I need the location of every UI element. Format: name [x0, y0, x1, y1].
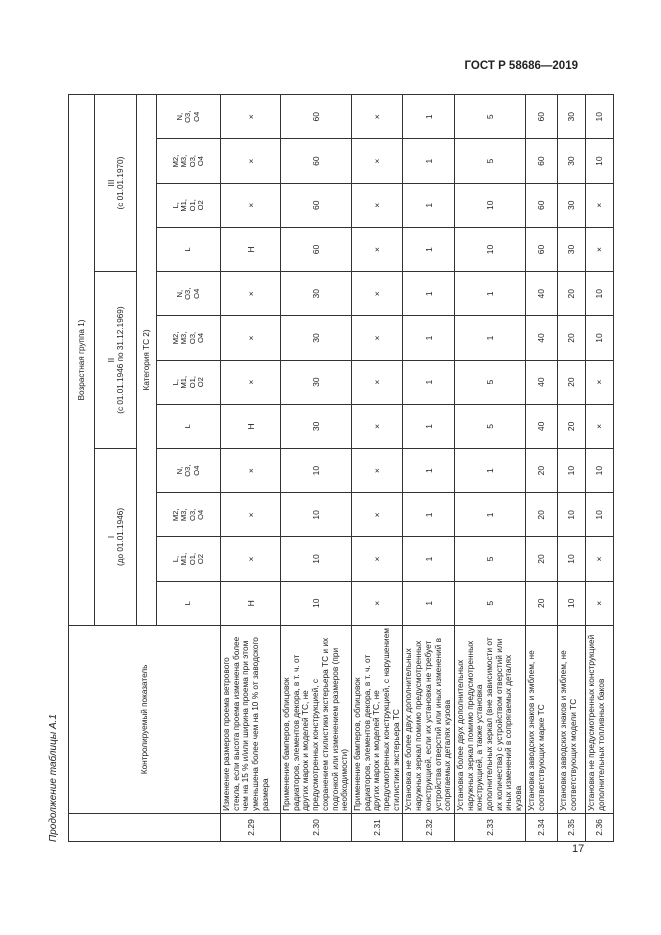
- value-cell: ×: [351, 493, 403, 537]
- value-cell: ×: [351, 139, 403, 183]
- group-period: (до 01.01.1946): [115, 507, 125, 566]
- group-name: II: [106, 357, 116, 363]
- value-cell: ×: [221, 183, 281, 227]
- category-line: O4: [195, 332, 205, 344]
- value-cell: 20: [525, 581, 557, 625]
- value-cell: 1: [403, 139, 455, 183]
- value-cell: 10: [585, 449, 613, 493]
- category-line: O3,: [183, 287, 193, 300]
- header-vehicle-category: Категория ТС 2): [137, 95, 157, 626]
- value-cell: 40: [525, 272, 557, 316]
- header-group-1: [95, 449, 137, 626]
- value-cell: 10: [454, 227, 525, 271]
- category-line: O3,: [187, 331, 197, 345]
- value-cell: ×: [585, 227, 613, 271]
- value-cell: 30: [557, 139, 585, 183]
- value-cell: 1: [454, 316, 525, 360]
- value-cell: 10: [557, 537, 585, 581]
- table-row: [525, 95, 557, 842]
- value-cell: 10: [281, 581, 352, 625]
- value-cell: 60: [525, 139, 557, 183]
- category-line: M1,: [179, 552, 189, 566]
- value-cell: 20: [557, 360, 585, 404]
- row-number: 2.34: [525, 813, 557, 841]
- category-line: O2: [195, 377, 205, 388]
- header-group-2: [95, 272, 137, 449]
- value-cell: 10: [557, 581, 585, 625]
- value-cell: 30: [557, 183, 585, 227]
- category-line: L: [183, 424, 193, 429]
- row-description: Установка не более двух дополнительных наружных зеркал помимо предусмотренных конструкцией, если их установка не требует устройства отверстий или иных изменений в сопрягаемых деталях кузова: [403, 625, 455, 813]
- category-line: M2,: [171, 508, 181, 522]
- value-cell: 60: [281, 95, 352, 139]
- value-cell: ×: [351, 183, 403, 227]
- row-description: Установка более двух дополнительных наружных зеркал помимо предусмотренных конструкцией, а также установка дополнительных зеркал (вне зависимости от их количества) с устройством отверстий или иных изменений в сопрягаемых деталях кузова: [454, 625, 525, 813]
- value-cell: 5: [454, 404, 525, 448]
- category-line: O1,: [187, 199, 197, 212]
- value-cell: ×: [351, 272, 403, 316]
- value-cell: 10: [585, 139, 613, 183]
- value-cell: Н: [221, 404, 281, 448]
- category-cell: [157, 139, 221, 183]
- category-line: O4: [191, 111, 201, 122]
- value-cell: 20: [525, 537, 557, 581]
- value-cell: ×: [221, 272, 281, 316]
- table-row: [557, 95, 585, 842]
- value-cell: 1: [403, 95, 455, 139]
- row-description: Применение бамперов, облицовок радиаторов, элементов декора, в т. ч. от других марок и моделей ТС, не предусмотренных конструкцией, с нарушением стилистики экстерьера ТС: [351, 625, 403, 813]
- category-cell: [157, 449, 221, 493]
- category-line: M3,: [179, 154, 189, 168]
- value-cell: 60: [525, 227, 557, 271]
- category-line: L,: [171, 555, 181, 563]
- value-cell: ×: [351, 537, 403, 581]
- document-code: ГОСТ Р 58686—2019: [464, 60, 578, 72]
- category-line: L,: [171, 379, 181, 386]
- value-cell: 1: [403, 360, 455, 404]
- value-cell: 30: [281, 360, 352, 404]
- group-name: I: [106, 535, 116, 539]
- value-cell: ×: [351, 581, 403, 625]
- value-cell: 1: [403, 449, 455, 493]
- row-number: 2.32: [403, 813, 455, 841]
- header-group-3: [95, 95, 137, 272]
- value-cell: 5: [454, 360, 525, 404]
- value-cell: 60: [281, 139, 352, 183]
- value-cell: ×: [351, 360, 403, 404]
- value-cell: 1: [403, 581, 455, 625]
- value-cell: 10: [557, 449, 585, 493]
- row-description: Установка не предусмотренных конструкцией дополнительных топливных баков: [585, 625, 613, 813]
- value-cell: ×: [221, 449, 281, 493]
- value-cell: 10: [557, 493, 585, 537]
- header-number-cell: [69, 813, 221, 841]
- value-cell: ×: [351, 316, 403, 360]
- value-cell: 1: [403, 316, 455, 360]
- value-cell: 20: [557, 316, 585, 360]
- data-table: [68, 94, 614, 842]
- value-cell: ×: [585, 360, 613, 404]
- category-cell: [157, 581, 221, 625]
- value-cell: 30: [557, 95, 585, 139]
- group-period: (с 01.01.1946 по 31.12.1969): [115, 306, 125, 414]
- value-cell: 20: [525, 449, 557, 493]
- category-line: O3,: [187, 154, 197, 168]
- value-cell: 10: [281, 449, 352, 493]
- row-number: 2.29: [221, 813, 281, 841]
- category-line: O4: [195, 509, 205, 520]
- category-cell: [157, 183, 221, 227]
- row-number: 2.36: [585, 813, 613, 841]
- value-cell: 40: [525, 360, 557, 404]
- category-line: N,: [175, 289, 185, 298]
- category-line: O4: [191, 465, 201, 476]
- table-caption: Продолжение таблицы А.1: [48, 714, 59, 842]
- value-cell: 1: [454, 493, 525, 537]
- row-description: Установка заводских знаков и эмблем, не соответствующих марке ТС: [525, 625, 557, 813]
- category-line: M3,: [179, 508, 189, 522]
- value-cell: 60: [525, 183, 557, 227]
- value-cell: ×: [585, 183, 613, 227]
- category-line: O3,: [183, 110, 193, 123]
- table-row: [585, 95, 613, 842]
- value-cell: ×: [351, 404, 403, 448]
- category-line: O3,: [187, 508, 197, 521]
- category-line: O3,: [183, 464, 193, 477]
- group-period: (с 01.01.1970): [115, 156, 125, 210]
- value-cell: ×: [585, 537, 613, 581]
- value-cell: 30: [281, 272, 352, 316]
- category-line: L: [183, 247, 193, 252]
- value-cell: 40: [525, 404, 557, 448]
- rotated-table-block: [48, 94, 606, 842]
- category-line: M1,: [179, 375, 189, 389]
- value-cell: 30: [281, 404, 352, 448]
- value-cell: ×: [585, 404, 613, 448]
- value-cell: 1: [403, 537, 455, 581]
- value-cell: Н: [221, 227, 281, 271]
- value-cell: 1: [403, 183, 455, 227]
- value-cell: 1: [403, 227, 455, 271]
- row-description: Применение бамперов, облицовок радиаторов, элементов декора, в т. ч. от других марок и моделей ТС, не предусмотренных конструкцией, с сохранением стилистики экстерьера ТС и их подгонкой или изменением размеров (при необходимости): [281, 625, 352, 813]
- value-cell: 10: [585, 272, 613, 316]
- value-cell: 5: [454, 95, 525, 139]
- value-cell: 10: [585, 316, 613, 360]
- value-cell: 20: [557, 404, 585, 448]
- value-cell: 60: [525, 95, 557, 139]
- category-cell: [157, 272, 221, 316]
- value-cell: 5: [454, 581, 525, 625]
- category-cell: [157, 360, 221, 404]
- value-cell: ×: [585, 581, 613, 625]
- value-cell: 60: [281, 183, 352, 227]
- value-cell: 10: [585, 493, 613, 537]
- value-cell: ×: [221, 139, 281, 183]
- row-number: 2.35: [557, 813, 585, 841]
- category-line: N,: [175, 466, 185, 475]
- category-line: O1,: [187, 376, 197, 389]
- category-line: N,: [175, 112, 185, 121]
- table-row: [403, 95, 455, 842]
- value-cell: Н: [221, 581, 281, 625]
- value-cell: ×: [221, 316, 281, 360]
- value-cell: ×: [221, 493, 281, 537]
- category-cell: [157, 537, 221, 581]
- category-line: O2: [195, 553, 205, 565]
- category-line: O1,: [187, 552, 197, 566]
- header-indicator: Контролируемый показатель: [69, 625, 221, 813]
- table-row: [221, 95, 281, 842]
- value-cell: ×: [351, 95, 403, 139]
- value-cell: 10: [281, 493, 352, 537]
- category-line: L: [183, 601, 193, 606]
- value-cell: ×: [221, 360, 281, 404]
- table-row: [454, 95, 525, 842]
- page-number: 17: [572, 843, 585, 855]
- table-row: [351, 95, 403, 842]
- group-name: III: [106, 179, 116, 187]
- category-cell: [157, 493, 221, 537]
- value-cell: 1: [454, 272, 525, 316]
- row-number: 2.31: [351, 813, 403, 841]
- value-cell: ×: [221, 537, 281, 581]
- value-cell: 20: [557, 272, 585, 316]
- category-line: O2: [195, 200, 205, 211]
- category-line: M3,: [179, 331, 189, 345]
- value-cell: 1: [403, 404, 455, 448]
- category-cell: [157, 227, 221, 271]
- value-cell: 1: [454, 449, 525, 493]
- value-cell: 20: [525, 493, 557, 537]
- value-cell: 5: [454, 139, 525, 183]
- row-description: Установка заводских знаков и эмблем, не соответствующих модели ТС: [557, 625, 585, 813]
- value-cell: ×: [351, 449, 403, 493]
- header-age-group: Возрастная группа 1): [69, 95, 95, 626]
- category-line: M1,: [179, 198, 189, 212]
- category-line: O4: [195, 156, 205, 167]
- value-cell: ×: [351, 227, 403, 271]
- category-line: M2,: [171, 154, 181, 168]
- table-row: [281, 95, 352, 842]
- row-description: Изменение размеров проема ветрового стекла, если высота проема изменена более чем на 15 % и/или ширина проема при этом уменьшена более чем на 10 % от заводского размера: [221, 625, 281, 813]
- category-cell: [157, 404, 221, 448]
- category-line: O4: [191, 288, 201, 299]
- value-cell: 10: [585, 95, 613, 139]
- category-line: M2,: [171, 331, 181, 345]
- category-cell: [157, 316, 221, 360]
- row-number: 2.33: [454, 813, 525, 841]
- category-cell: [157, 95, 221, 139]
- value-cell: ×: [221, 95, 281, 139]
- value-cell: 10: [281, 537, 352, 581]
- value-cell: 5: [454, 537, 525, 581]
- value-cell: 40: [525, 316, 557, 360]
- value-cell: 1: [403, 272, 455, 316]
- value-cell: 60: [281, 227, 352, 271]
- row-number: 2.30: [281, 813, 352, 841]
- value-cell: 10: [454, 183, 525, 227]
- value-cell: 30: [281, 316, 352, 360]
- value-cell: 1: [403, 493, 455, 537]
- value-cell: 30: [557, 227, 585, 271]
- category-line: L,: [171, 202, 181, 209]
